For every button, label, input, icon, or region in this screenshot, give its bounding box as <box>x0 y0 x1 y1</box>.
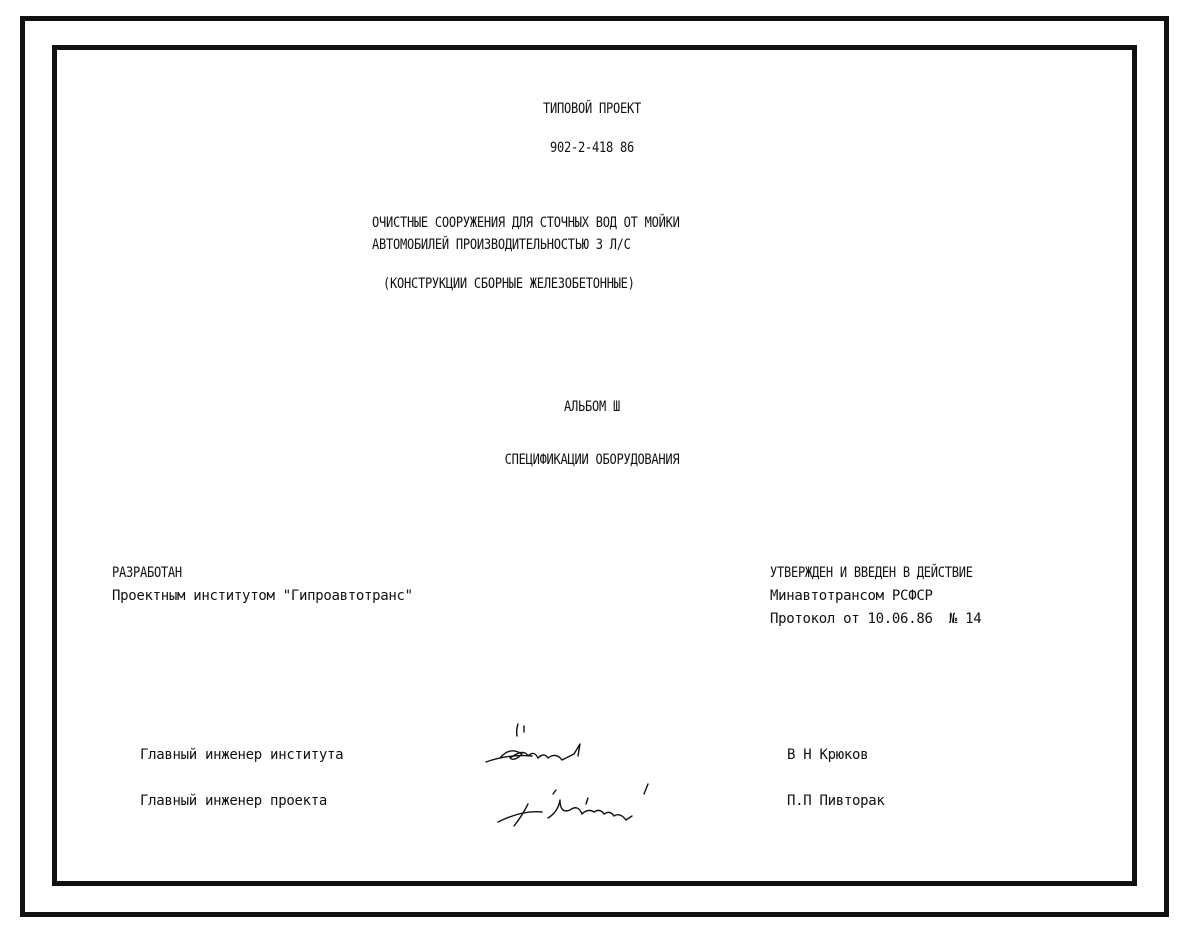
signature-2 <box>488 778 678 834</box>
title-line-1: ОЧИСТНЫЕ СООРУЖЕНИЯ ДЛЯ СТОЧНЫХ ВОД ОТ МОЙКИ <box>372 215 680 231</box>
album-label: АЛЬБОМ Ш <box>564 399 620 415</box>
approved-label: УТВЕРЖДЕН И ВВЕДЕН В ДЕЙСТВИЕ <box>770 565 973 581</box>
signature-1 <box>480 718 640 768</box>
approved-by: Минавтотрансом РСФСР <box>770 588 933 604</box>
signatory-role-1: Главный инженер института <box>140 747 344 763</box>
album-name: СПЕЦИФИКАЦИИ ОБОРУДОВАНИЯ <box>504 452 680 468</box>
approval-protocol: Протокол от 10.06.86 № 14 <box>770 611 982 627</box>
project-number: 902-2-418 86 <box>550 140 634 156</box>
title-subtitle: (КОНСТРУКЦИИ СБОРНЫЕ ЖЕЛЕЗОБЕТОННЫЕ) <box>383 276 635 292</box>
signatory-role-2: Главный инженер проекта <box>140 793 327 809</box>
signatory-name-1: В Н Крюков <box>787 747 869 763</box>
title-line-2: АВТОМОБИЛЕЙ ПРОИЗВОДИТЕЛЬНОСТЬЮ 3 Л/С <box>372 237 631 253</box>
signatory-name-2: П.П Пивторак <box>787 793 885 809</box>
developed-label: РАЗРАБОТАН <box>112 565 182 581</box>
developed-by: Проектным институтом "Гипроавтотранс" <box>112 588 413 604</box>
doc-type: ТИПОВОЙ ПРОЕКТ <box>543 101 641 117</box>
